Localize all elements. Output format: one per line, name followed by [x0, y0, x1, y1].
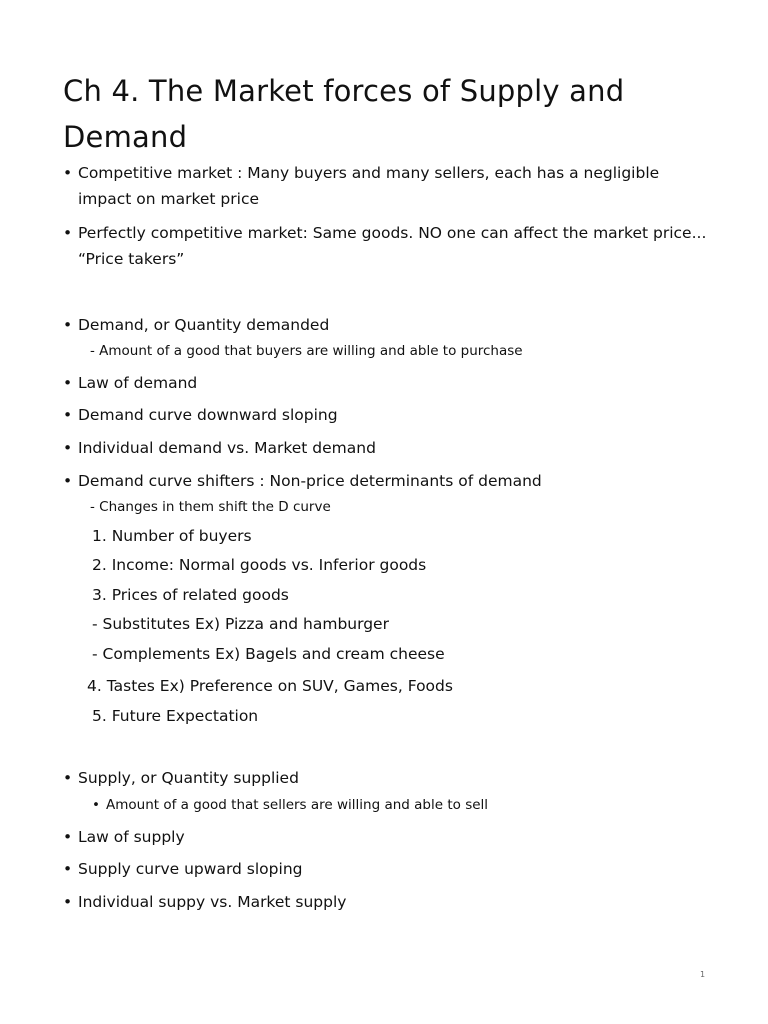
- bullet-marker: •: [63, 439, 73, 457]
- bullet-marker: •: [63, 769, 73, 787]
- demand-curve-text: Demand curve downward sloping: [78, 406, 338, 424]
- bullet-marker: •: [63, 893, 73, 911]
- individual-demand-text: Individual demand vs. Market demand: [78, 439, 376, 457]
- demand-shifters-text: Demand curve shifters : Non-price determinants of demand: [78, 472, 542, 490]
- bullet-marker: •: [63, 316, 73, 334]
- bullet-marker: •: [63, 472, 73, 490]
- supply-heading: Supply, or Quantity supplied: [78, 769, 299, 787]
- bullet-marker: •: [63, 828, 73, 846]
- demand-heading: Demand, or Quantity demanded: [78, 316, 330, 334]
- shifter-income: 2. Income: Normal goods vs. Inferior goods: [92, 556, 427, 574]
- shifter-related-goods: 3. Prices of related goods: [92, 586, 289, 604]
- shifter-future-expectation: 5. Future Expectation: [92, 707, 259, 725]
- supply-curve-text: Supply curve upward sloping: [78, 860, 303, 878]
- supply-definition: Amount of a good that sellers are willing and able to sell: [106, 797, 489, 813]
- bullet-marker: •: [92, 797, 100, 813]
- law-of-supply: Law of supply: [78, 828, 185, 846]
- bullet-marker: •: [63, 164, 73, 182]
- related-complements: - Complements Ex) Bagels and cream cheese: [92, 645, 445, 663]
- bullet-marker: •: [63, 224, 73, 242]
- page-number: 1: [700, 970, 706, 979]
- shifter-number-of-buyers: 1. Number of buyers: [92, 527, 252, 545]
- bullet-marker: •: [63, 860, 73, 878]
- bullet-marker: •: [63, 374, 73, 392]
- related-substitutes: - Substitutes Ex) Pizza and hamburger: [92, 615, 389, 633]
- demand-definition: - Amount of a good that buyers are willing and able to purchase: [90, 343, 523, 359]
- individual-supply-text: Individual suppy vs. Market supply: [78, 893, 347, 911]
- shifters-note: - Changes in them shift the D curve: [90, 499, 331, 515]
- perfectly-competitive-text: Perfectly competitive market: Same goods. NO one can affect the market price... “Price takers”: [78, 224, 707, 268]
- shifter-tastes: 4. Tastes Ex) Preference on SUV, Games, Foods: [87, 677, 453, 695]
- bullet-marker: •: [63, 406, 73, 424]
- page-title: Ch 4. The Market forces of Supply and Demand: [63, 74, 625, 154]
- competitive-market-text: Competitive market : Many buyers and many sellers, each has a negligible impact on market price: [78, 164, 660, 208]
- law-of-demand: Law of demand: [78, 374, 198, 392]
